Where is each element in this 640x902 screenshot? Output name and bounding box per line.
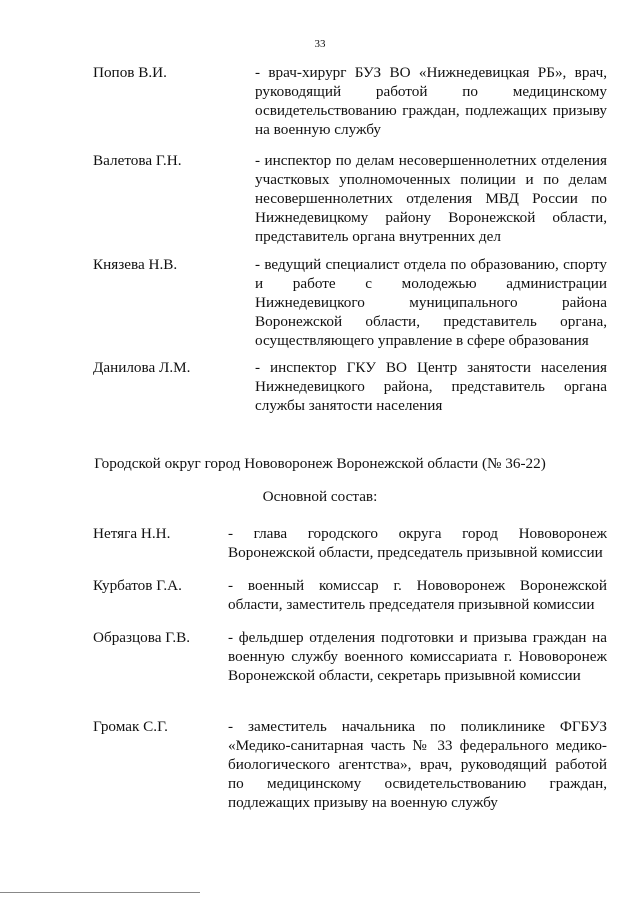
member-name: Нетяга Н.Н.	[93, 525, 171, 542]
member-description: - заместитель начальника по поликлинике ФГБУЗ «Медико-санитарная часть № 33 федерального медико-биологического агентства», врач, руководящий работой по медицинскому освидетельствованию граждан, подлежащих призыву на военную службу	[228, 718, 607, 811]
member-name: Валетова Г.Н.	[93, 152, 182, 169]
member-name: Данилова Л.М.	[93, 359, 191, 376]
member-description: - врач-хирург БУЗ ВО «Нижнедевицкая РБ», врач, руководящий работой по медицинскому освидетельствованию граждан, подлежащих призыву на военную службу	[255, 64, 607, 138]
member-description: - военный комиссар г. Нововоронеж Воронежской области, заместитель председателя призывной комиссии	[228, 577, 607, 613]
section-title: Городской округ город Нововоронеж Воронежской области (№ 36-22)	[94, 455, 546, 472]
bottom-rule	[0, 892, 200, 893]
member-description: - инспектор ГКУ ВО Центр занятости населения Нижнедевицкого района, представитель органа службы занятости населения	[255, 359, 607, 414]
member-description: - инспектор по делам несовершеннолетних отделения участковых уполномоченных полиции и по делам несовершеннолетних отделения МВД России по Нижнедевицкому району Воронежской области, представитель органа внутренних дел	[255, 152, 607, 245]
member-name: Князева Н.В.	[93, 256, 178, 273]
page-number: 33	[314, 38, 326, 50]
member-name: Громак С.Г.	[93, 718, 168, 735]
member-description: - глава городского округа город Нововоронеж Воронежской области, председатель призывной комиссии	[228, 525, 607, 561]
member-name: Образцова Г.В.	[93, 629, 191, 646]
member-name: Курбатов Г.А.	[93, 577, 182, 594]
member-description: - фельдшер отделения подготовки и призыва граждан на военную службу военного комиссариата г. Нововоронеж Воронежской области, секретарь призывной комиссии	[228, 629, 607, 684]
section-subtitle: Основной состав:	[262, 488, 378, 505]
member-name: Попов В.И.	[93, 64, 167, 81]
member-description: - ведущий специалист отдела по образованию, спорту и работе с молодежью администрации Нижнедевицкого муниципального района Воронежской области, представитель органа, осуществляющего управление в сфере образования	[255, 256, 607, 349]
